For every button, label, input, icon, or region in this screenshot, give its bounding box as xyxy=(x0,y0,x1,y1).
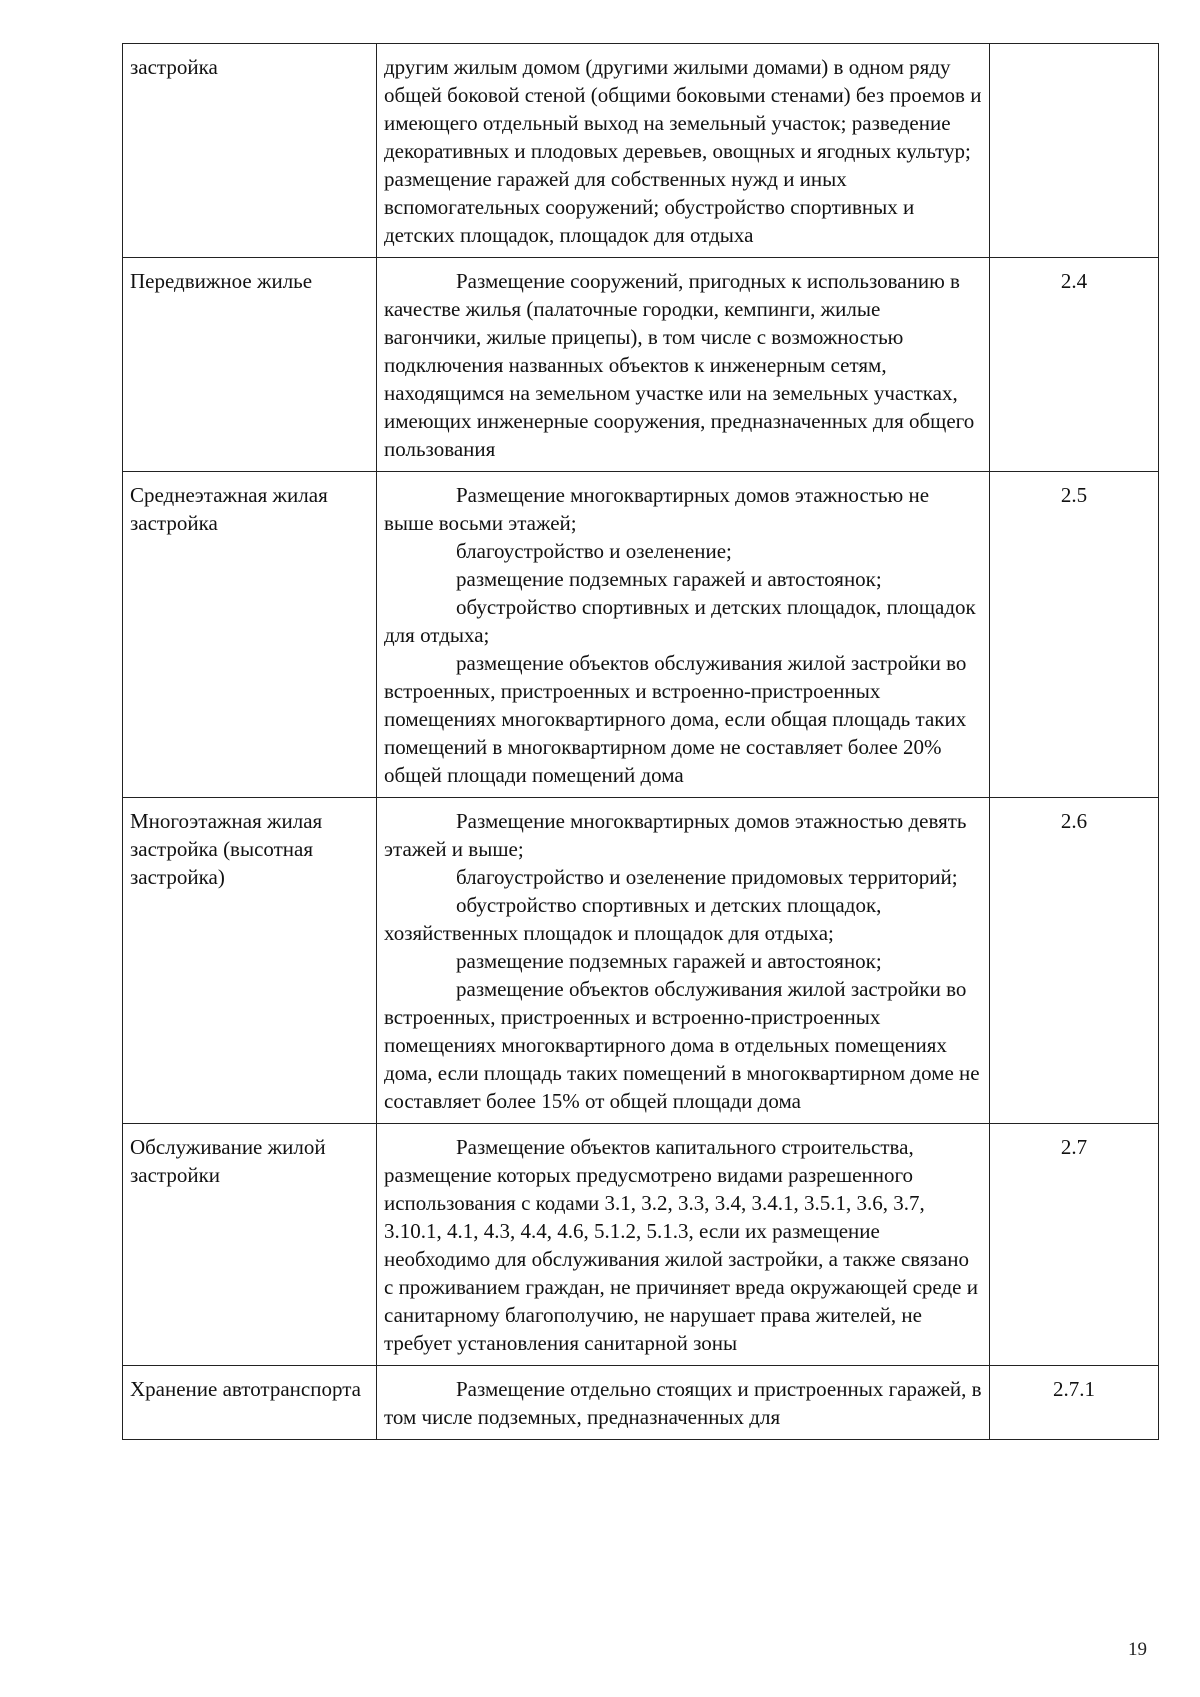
description-paragraph: обустройство спортивных и детских площадок, хозяйственных площадок и площадок для отдыха; xyxy=(384,893,882,945)
description-paragraph: благоустройство и озеленение придомовых территорий; xyxy=(456,865,958,889)
use-type-description xyxy=(377,44,990,258)
use-type-name: Среднеэтажная жилая застройка xyxy=(123,472,377,798)
description-paragraph: Размещение отдельно стоящих и пристроенных гаражей, в том числе подземных, предназначенных для xyxy=(384,1377,982,1429)
use-type-code: 2.5 xyxy=(990,472,1159,798)
use-type-description xyxy=(377,798,990,1124)
use-type-name: Хранение автотранспорта xyxy=(123,1366,377,1440)
table-row xyxy=(123,798,1159,1124)
use-type-code: 2.6 xyxy=(990,798,1159,1124)
use-type-description xyxy=(377,472,990,798)
description-paragraph: Размещение многоквартирных домов этажностью не выше восьми этажей; xyxy=(384,483,930,535)
description-paragraph: Размещение сооружений, пригодных к использованию в качестве жилья (палаточные городки, кемпинги, жилые вагончики, жилые прицепы), в том числе с возможностью подключения названных объектов к инженерным сетям, находящимся на земельном участке или на земельных участках, имеющих инженерные сооружения, предназначенных для общего пользования xyxy=(384,269,975,461)
table-row xyxy=(123,1124,1159,1366)
use-type-code: 2.7.1 xyxy=(990,1366,1159,1440)
description-paragraph: Размещение многоквартирных домов этажностью девять этажей и выше; xyxy=(384,809,967,861)
description-paragraph: обустройство спортивных и детских площадок, площадок для отдыха; xyxy=(384,595,976,647)
use-type-code: 2.7 xyxy=(990,1124,1159,1366)
description-paragraph: Размещение объектов капитального строительства, размещение которых предусмотрено видами разрешенного использования с кодами 3.1, 3.2, 3.3, 3.4, 3.4.1, 3.5.1, 3.6, 3.7, 3.10.1, 4.1, 4.3, 4.4, 4.6, 5.1.2, 5.1.3, если их размещение необходимо для обслуживания жилой застройки, а также связано с проживанием граждан, не причиняет вреда окружающей среде и санитарному благополучию, не нарушает права жителей, не требует установления санитарной зоны xyxy=(384,1135,978,1355)
table-row xyxy=(123,1366,1159,1440)
description-paragraph: размещение объектов обслуживания жилой застройки во встроенных, пристроенных и встроенно-пристроенных помещениях многоквартирного дома, если общая площадь таких помещений в многоквартирном доме не составляет более 20% общей площади помещений дома xyxy=(384,651,967,787)
description-paragraph: размещение объектов обслуживания жилой застройки во встроенных, пристроенных и встроенно-пристроенных помещениях многоквартирного дома в отдельных помещениях дома, если площадь таких помещений в многоквартирном доме не составляет более 15% от общей площади дома xyxy=(384,977,980,1113)
use-type-description xyxy=(377,258,990,472)
use-type-name: застройка xyxy=(123,44,377,258)
use-type-name: Многоэтажная жилая застройка (высотная застройка) xyxy=(123,798,377,1124)
description-paragraph: размещение подземных гаражей и автостоянок; xyxy=(456,949,882,973)
description-paragraph: благоустройство и озеленение; xyxy=(456,539,732,563)
use-type-name: Передвижное жилье xyxy=(123,258,377,472)
use-type-description xyxy=(377,1366,990,1440)
use-type-description xyxy=(377,1124,990,1366)
use-type-name: Обслуживание жилой застройки xyxy=(123,1124,377,1366)
use-type-code xyxy=(990,44,1159,258)
use-type-code: 2.4 xyxy=(990,258,1159,472)
table-row xyxy=(123,44,1159,258)
description-paragraph: другим жилым домом (другими жилыми домами) в одном ряду общей боковой стеной (общими боковыми стенами) без проемов и имеющего отдельный выход на земельный участок; разведение декоративных и плодовых деревьев, овощных и ягодных культур; размещение гаражей для собственных нужд и иных вспомогательных сооружений; обустройство спортивных и детских площадок, площадок для отдыха xyxy=(384,55,982,247)
page-number: 19 xyxy=(1128,1639,1147,1660)
land-use-table xyxy=(122,43,1159,1440)
table-row xyxy=(123,258,1159,472)
table-row xyxy=(123,472,1159,798)
description-paragraph: размещение подземных гаражей и автостоянок; xyxy=(456,567,882,591)
